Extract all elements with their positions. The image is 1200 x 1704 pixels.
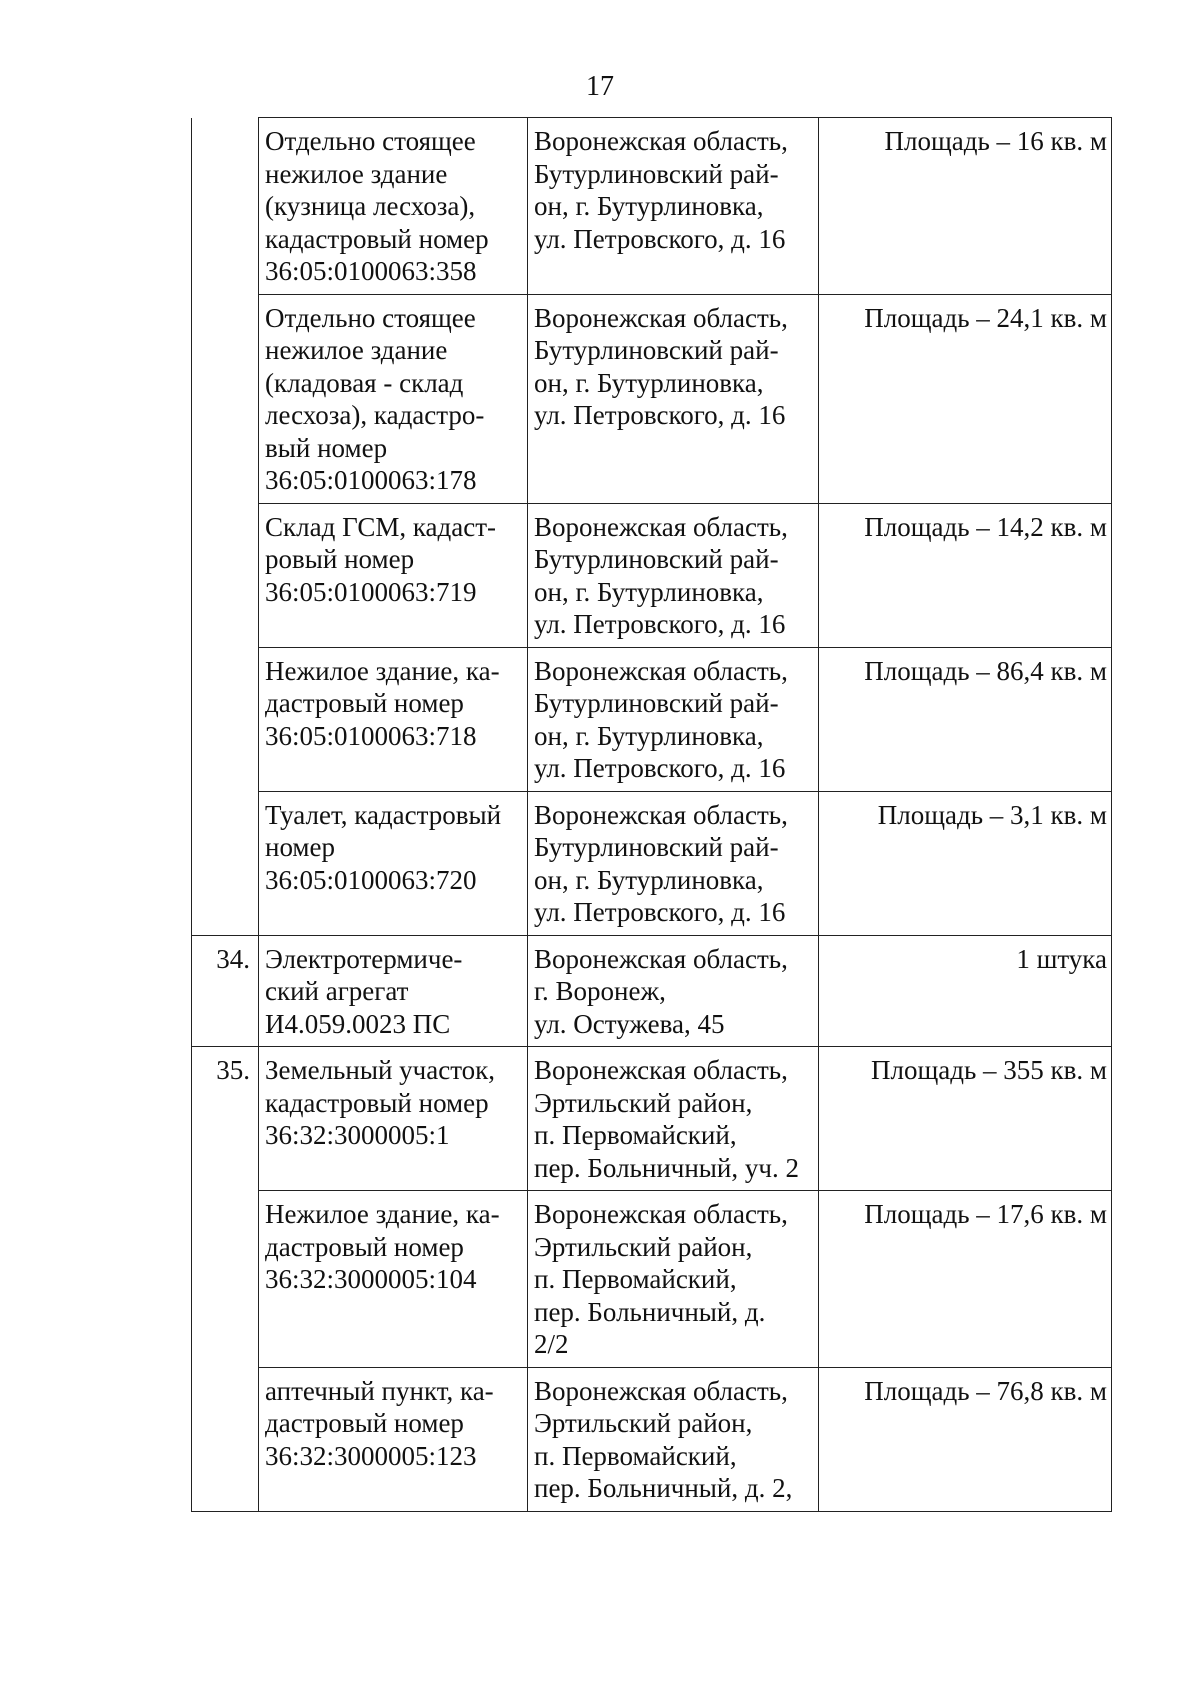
item-number-cell — [192, 1191, 259, 1368]
object-name-cell — [259, 791, 528, 935]
object-name-line: дастровый номер — [265, 1408, 464, 1438]
address-line: он, г. Бутурлиновка, — [534, 576, 764, 607]
characteristic-cell: Площадь – 355 кв. м — [819, 1047, 1112, 1191]
object-name-line: номер — [265, 832, 336, 862]
object-name-line: Туалет, кадастровый — [265, 799, 502, 830]
object-name-line: лесхоза), кадастро- — [265, 400, 485, 430]
item-number-cell — [192, 118, 259, 295]
address-cell — [528, 1367, 819, 1511]
item-number-cell — [192, 503, 259, 647]
characteristic-cell: Площадь – 14,2 кв. м — [819, 503, 1112, 647]
address-line: пер. Больничный, д. 2, — [534, 1473, 793, 1503]
table-row — [192, 294, 1112, 503]
address-line: г. Воронеж, — [534, 976, 666, 1006]
item-number-cell: 34. — [192, 935, 259, 1047]
object-name-line: 36:05:0100063:358 — [265, 256, 477, 286]
item-number-cell — [192, 294, 259, 503]
object-name-cell — [259, 294, 528, 503]
address-cell — [528, 118, 819, 295]
object-name-cell — [259, 647, 528, 791]
table-row — [192, 503, 1112, 647]
object-name-line: дастровый номер — [265, 1231, 464, 1262]
object-name-line: 36:05:0100063:178 — [265, 465, 477, 495]
characteristic-cell: Площадь – 24,1 кв. м — [819, 294, 1112, 503]
item-number-cell — [192, 1367, 259, 1511]
table-body — [192, 118, 1112, 1512]
address-line: Бутурлиновский рай- — [534, 544, 779, 574]
object-name-line: Электротермиче- — [265, 943, 463, 974]
object-name-line: вый номер — [265, 432, 388, 463]
object-name-line: 36:32:3000005:1 — [265, 1120, 450, 1150]
address-line: Воронежская область, — [534, 1199, 788, 1229]
address-line: он, г. Бутурлиновка, — [534, 720, 764, 751]
address-line: ул. Петровского, д. 16 — [534, 223, 786, 254]
object-name-line: (кузница лесхоза), — [265, 191, 476, 221]
object-name-line: нежилое здание — [265, 335, 448, 365]
address-line: Воронежская область, — [534, 799, 788, 830]
object-name-line: (кладовая - склад — [265, 367, 464, 398]
table-row — [192, 118, 1112, 295]
address-cell — [528, 294, 819, 503]
address-line: ул. Петровского, д. 16 — [534, 753, 786, 783]
object-name-line: аптечный пункт, ка- — [265, 1375, 494, 1406]
address-line: ул. Петровского, д. 16 — [534, 400, 786, 430]
address-line: п. Первомайский, — [534, 1440, 737, 1471]
object-name-line: Нежилое здание, ка- — [265, 655, 500, 686]
address-line: Воронежская область, — [534, 655, 788, 686]
characteristic-cell: Площадь – 17,6 кв. м — [819, 1191, 1112, 1368]
object-name-line: Нежилое здание, ка- — [265, 1199, 500, 1229]
table-row — [192, 1047, 1112, 1191]
address-cell — [528, 1191, 819, 1368]
address-line: ул. Петровского, д. 16 — [534, 897, 786, 927]
object-name-line: 36:05:0100063:720 — [265, 864, 477, 895]
object-name-line: нежилое здание — [265, 158, 448, 189]
address-line: он, г. Бутурлиновка, — [534, 367, 764, 398]
address-cell — [528, 935, 819, 1047]
object-name-cell — [259, 1047, 528, 1191]
address-line: Бутурлиновский рай- — [534, 335, 779, 365]
item-number-cell — [192, 791, 259, 935]
object-name-line: И4.059.0023 ПС — [265, 1008, 451, 1039]
object-name-cell — [259, 1367, 528, 1511]
table-row — [192, 1191, 1112, 1368]
address-line: ул. Остужева, 45 — [534, 1008, 725, 1039]
object-name-cell — [259, 503, 528, 647]
object-name-cell — [259, 118, 528, 295]
object-name-line: 36:05:0100063:719 — [265, 576, 477, 607]
page-number: 17 — [586, 71, 614, 102]
object-name-line: Склад ГСМ, кадаст- — [265, 511, 497, 542]
address-line: п. Первомайский, — [534, 1264, 737, 1294]
address-line: Бутурлиновский рай- — [534, 688, 779, 718]
characteristic-cell: Площадь – 16 кв. м — [819, 118, 1112, 295]
address-line: Эртильский район, — [534, 1231, 753, 1262]
object-name-line: Отдельно стоящее — [265, 302, 476, 333]
address-line: Воронежская область, — [534, 126, 788, 156]
address-line: Эртильский район, — [534, 1408, 753, 1438]
object-name-cell — [259, 1191, 528, 1368]
address-cell — [528, 791, 819, 935]
address-line: Воронежская область, — [534, 1055, 788, 1085]
address-line: он, г. Бутурлиновка, — [534, 191, 764, 221]
object-name-line: 36:32:3000005:104 — [265, 1264, 477, 1294]
item-number-cell: 35. — [192, 1047, 259, 1191]
property-table — [191, 117, 1112, 1512]
item-number-cell — [192, 647, 259, 791]
object-name-line: ский агрегат — [265, 976, 409, 1006]
object-name-line: Отдельно стоящее — [265, 126, 476, 156]
address-line: Эртильский район, — [534, 1087, 753, 1118]
characteristic-cell: Площадь – 76,8 кв. м — [819, 1367, 1112, 1511]
address-line: Бутурлиновский рай- — [534, 158, 779, 189]
table-row — [192, 647, 1112, 791]
table-row — [192, 1367, 1112, 1511]
address-cell — [528, 503, 819, 647]
object-name-line: 36:32:3000005:123 — [265, 1440, 477, 1471]
address-line: пер. Больничный, уч. 2 — [534, 1152, 799, 1183]
address-line: Воронежская область, — [534, 511, 788, 542]
object-name-line: Земельный участок, — [265, 1055, 496, 1085]
address-line: 2/2 — [534, 1329, 569, 1359]
address-line: ул. Петровского, д. 16 — [534, 609, 786, 639]
address-cell — [528, 647, 819, 791]
object-name-line: кадастровый номер — [265, 1087, 489, 1118]
address-line: Воронежская область, — [534, 302, 788, 333]
address-line: п. Первомайский, — [534, 1120, 737, 1150]
characteristic-cell: 1 штука — [819, 935, 1112, 1047]
object-name-line: ровый номер — [265, 544, 415, 574]
characteristic-cell: Площадь – 86,4 кв. м — [819, 647, 1112, 791]
address-cell — [528, 1047, 819, 1191]
address-line: Воронежская область, — [534, 943, 788, 974]
address-line: пер. Больничный, д. — [534, 1296, 766, 1327]
object-name-line: 36:05:0100063:718 — [265, 720, 477, 751]
address-line: он, г. Бутурлиновка, — [534, 864, 764, 895]
table-row — [192, 791, 1112, 935]
address-line: Бутурлиновский рай- — [534, 832, 779, 862]
characteristic-cell: Площадь – 3,1 кв. м — [819, 791, 1112, 935]
object-name-line: кадастровый номер — [265, 223, 489, 254]
address-line: Воронежская область, — [534, 1375, 788, 1406]
object-name-line: дастровый номер — [265, 688, 464, 718]
object-name-cell — [259, 935, 528, 1047]
table-row — [192, 935, 1112, 1047]
